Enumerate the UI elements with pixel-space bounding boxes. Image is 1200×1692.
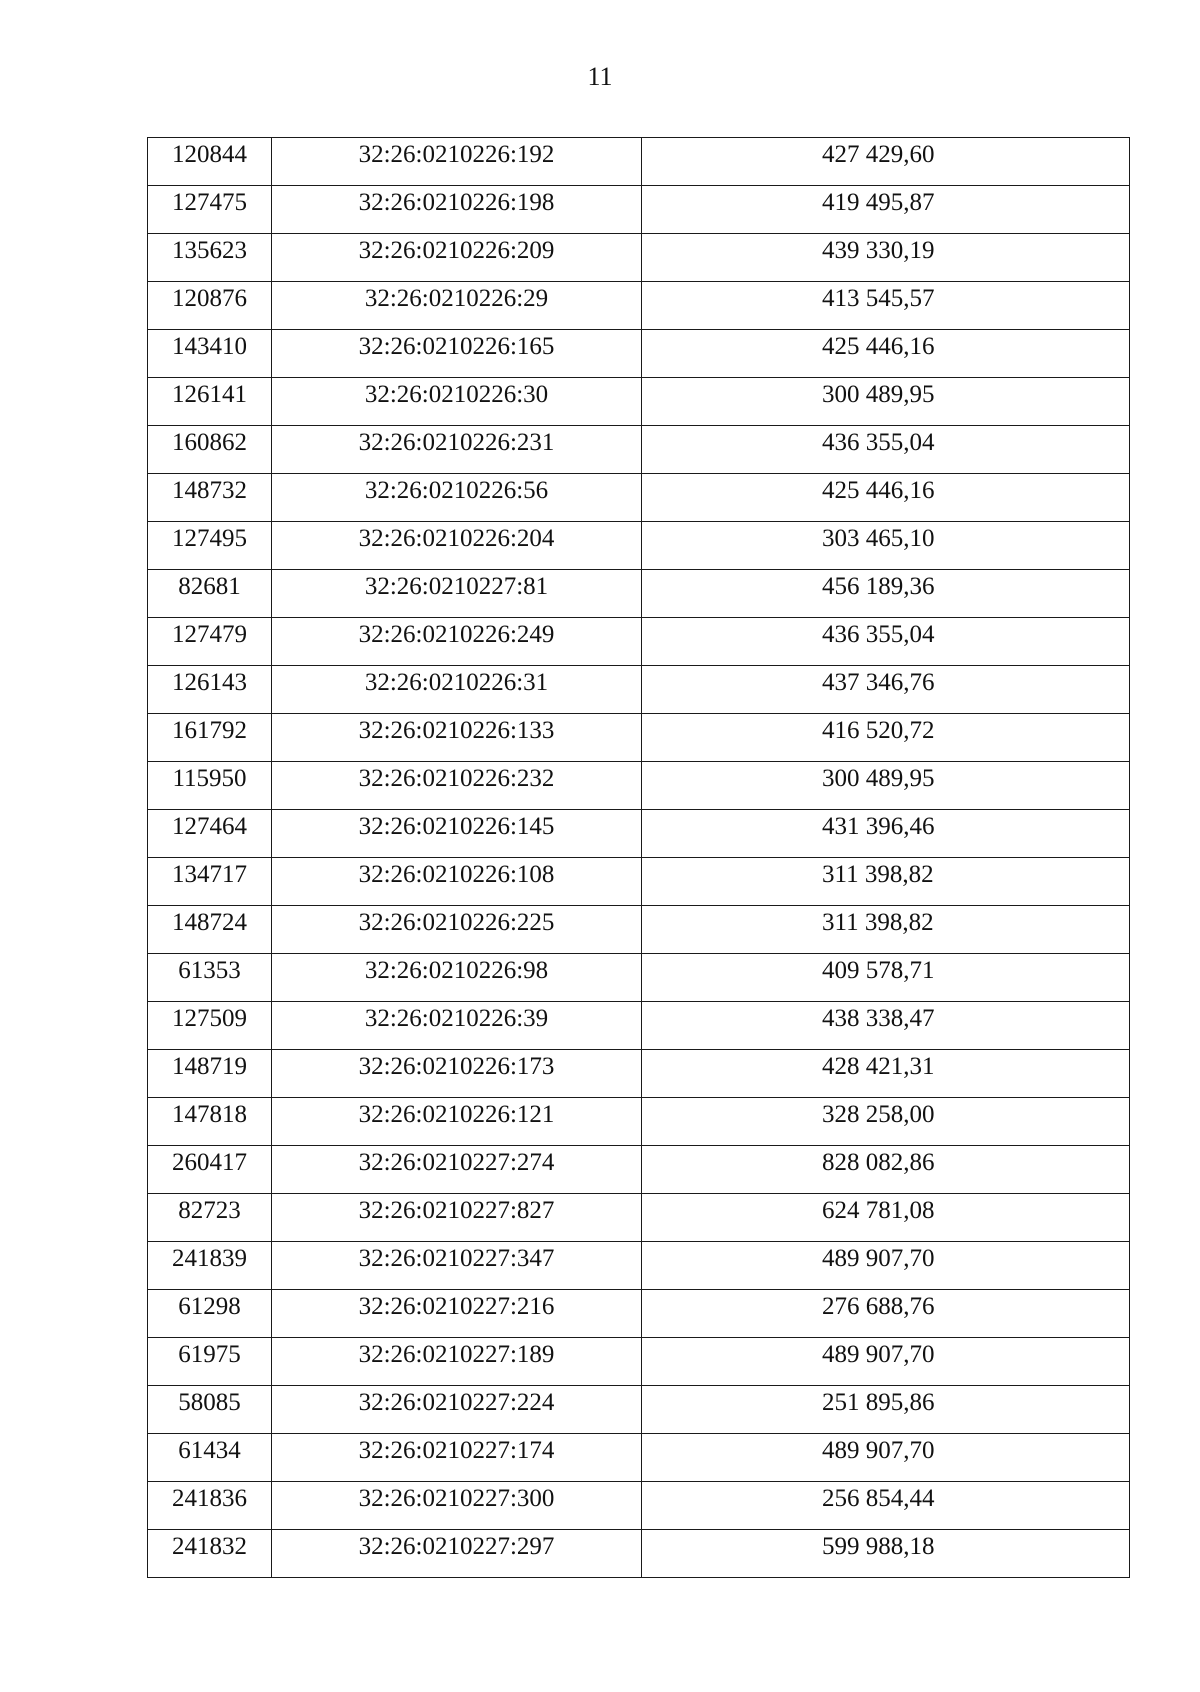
amount-cell-text: 311 398,82 xyxy=(822,909,934,936)
amount-cell-text: 256 854,44 xyxy=(822,1485,935,1512)
id-cell xyxy=(148,1386,272,1434)
cadastral-number-cell xyxy=(272,954,642,1002)
cadastral-number-cell xyxy=(272,234,642,282)
id-cell-text: 148732 xyxy=(172,477,247,504)
id-cell-text: 126143 xyxy=(172,669,247,696)
cadastral-number-cell-text: 32:26:0210226:30 xyxy=(364,381,549,408)
amount-cell-text: 599 988,18 xyxy=(822,1533,935,1560)
amount-cell xyxy=(642,1194,1130,1242)
amount-cell-text: 300 489,95 xyxy=(822,765,935,792)
amount-cell xyxy=(642,858,1130,906)
id-cell xyxy=(148,186,272,234)
id-cell xyxy=(148,1002,272,1050)
amount-cell xyxy=(642,618,1130,666)
cadastral-number-cell-text: 32:26:0210226:249 xyxy=(358,621,555,648)
amount-cell-text: 419 495,87 xyxy=(822,189,935,216)
cadastral-number-cell-text: 32:26:0210226:121 xyxy=(358,1101,555,1128)
id-cell-text: 127475 xyxy=(172,189,247,216)
amount-cell-text: 436 355,04 xyxy=(822,429,935,456)
cadastral-number-cell xyxy=(272,618,642,666)
cadastral-number-cell xyxy=(272,378,642,426)
cadastral-number-cell-text: 32:26:0210227:216 xyxy=(358,1293,555,1320)
amount-cell xyxy=(642,474,1130,522)
table-row xyxy=(148,954,1130,1002)
amount-cell-text: 328 258,00 xyxy=(822,1101,935,1128)
table-row xyxy=(148,426,1130,474)
table-row xyxy=(148,330,1130,378)
id-cell-text: 161792 xyxy=(172,717,247,744)
amount-cell xyxy=(642,522,1130,570)
id-cell-text: 160862 xyxy=(172,429,247,456)
table-row xyxy=(148,666,1130,714)
cadastral-number-cell xyxy=(272,762,642,810)
cadastral-number-cell-text: 32:26:0210226:39 xyxy=(364,1005,549,1032)
cadastral-number-cell-text: 32:26:0210226:209 xyxy=(358,237,555,264)
cadastral-number-cell-text: 32:26:0210226:98 xyxy=(364,957,549,984)
cadastral-number-cell xyxy=(272,426,642,474)
id-cell-text: 82723 xyxy=(178,1197,241,1224)
amount-cell xyxy=(642,378,1130,426)
amount-cell-text: 303 465,10 xyxy=(822,525,935,552)
cadastral-number-cell xyxy=(272,906,642,954)
amount-cell-text: 425 446,16 xyxy=(822,333,935,360)
amount-cell-text: 438 338,47 xyxy=(822,1005,935,1032)
id-cell-text: 148719 xyxy=(172,1053,247,1080)
id-cell-text: 134717 xyxy=(172,861,247,888)
id-cell-text: 135623 xyxy=(172,237,247,264)
cadastral-number-cell xyxy=(272,1530,642,1578)
id-cell xyxy=(148,426,272,474)
cadastral-number-cell-text: 32:26:0210227:174 xyxy=(358,1437,555,1464)
table-row xyxy=(148,714,1130,762)
id-cell xyxy=(148,1338,272,1386)
id-cell xyxy=(148,714,272,762)
table-row xyxy=(148,522,1130,570)
amount-cell xyxy=(642,138,1130,186)
cadastral-number-cell-text: 32:26:0210226:198 xyxy=(358,189,555,216)
id-cell-text: 260417 xyxy=(172,1149,247,1176)
table-row xyxy=(148,1194,1130,1242)
id-cell xyxy=(148,474,272,522)
cadastral-number-cell-text: 32:26:0210226:232 xyxy=(358,765,555,792)
cadastral-number-cell xyxy=(272,186,642,234)
table-body xyxy=(148,138,1130,1578)
id-cell-text: 241839 xyxy=(172,1245,247,1272)
id-cell xyxy=(148,810,272,858)
amount-cell xyxy=(642,1338,1130,1386)
id-cell-text: 127464 xyxy=(172,813,247,840)
cadastral-number-cell-text: 32:26:0210226:29 xyxy=(364,285,549,312)
id-cell-text: 82681 xyxy=(178,573,241,600)
amount-cell-text: 456 189,36 xyxy=(822,573,935,600)
amount-cell xyxy=(642,810,1130,858)
cadastral-number-cell xyxy=(272,330,642,378)
id-cell xyxy=(148,954,272,1002)
table-row xyxy=(148,1146,1130,1194)
id-cell xyxy=(148,1098,272,1146)
table-row xyxy=(148,1482,1130,1530)
cadastral-number-cell-text: 32:26:0210227:347 xyxy=(358,1245,555,1272)
amount-cell xyxy=(642,1386,1130,1434)
table-row xyxy=(148,1386,1130,1434)
amount-cell-text: 428 421,31 xyxy=(822,1053,935,1080)
cadastral-number-cell xyxy=(272,474,642,522)
id-cell-text: 143410 xyxy=(172,333,247,360)
table-row xyxy=(148,1242,1130,1290)
id-cell xyxy=(148,1290,272,1338)
table-row xyxy=(148,1338,1130,1386)
cadastral-number-cell-text: 32:26:0210227:81 xyxy=(364,573,549,600)
amount-cell-text: 251 895,86 xyxy=(822,1389,935,1416)
amount-cell xyxy=(642,1146,1130,1194)
cadastral-number-cell-text: 32:26:0210226:192 xyxy=(358,141,555,168)
id-cell-text: 120876 xyxy=(172,285,247,312)
amount-cell xyxy=(642,1530,1130,1578)
table-row xyxy=(148,1290,1130,1338)
amount-cell-text: 311 398,82 xyxy=(822,861,934,888)
page-number: 11 xyxy=(587,62,613,91)
id-cell xyxy=(148,138,272,186)
id-cell-text: 61434 xyxy=(178,1437,241,1464)
amount-cell-text: 489 907,70 xyxy=(822,1437,935,1464)
id-cell-text: 126141 xyxy=(172,381,247,408)
cadastral-number-cell-text: 32:26:0210226:225 xyxy=(358,909,555,936)
cadastral-number-cell xyxy=(272,1290,642,1338)
amount-cell xyxy=(642,186,1130,234)
id-cell xyxy=(148,330,272,378)
table-row xyxy=(148,474,1130,522)
table-row xyxy=(148,234,1130,282)
id-cell xyxy=(148,1050,272,1098)
id-cell xyxy=(148,1530,272,1578)
id-cell-text: 120844 xyxy=(172,141,247,168)
id-cell-text: 147818 xyxy=(172,1101,247,1128)
amount-cell-text: 437 346,76 xyxy=(822,669,935,696)
cadastral-number-cell xyxy=(272,522,642,570)
id-cell-text: 58085 xyxy=(178,1389,241,1416)
id-cell xyxy=(148,858,272,906)
amount-cell-text: 300 489,95 xyxy=(822,381,935,408)
cadastral-number-cell xyxy=(272,1434,642,1482)
amount-cell xyxy=(642,1050,1130,1098)
cadastral-number-cell-text: 32:26:0210227:224 xyxy=(358,1389,555,1416)
cadastral-number-cell-text: 32:26:0210226:108 xyxy=(358,861,555,888)
id-cell-text: 127495 xyxy=(172,525,247,552)
table-row xyxy=(148,618,1130,666)
amount-cell xyxy=(642,426,1130,474)
cadastral-number-cell xyxy=(272,282,642,330)
cadastral-number-cell xyxy=(272,138,642,186)
table-row xyxy=(148,186,1130,234)
amount-cell xyxy=(642,570,1130,618)
table-row xyxy=(148,1098,1130,1146)
amount-cell xyxy=(642,1434,1130,1482)
amount-cell xyxy=(642,762,1130,810)
amount-cell-text: 409 578,71 xyxy=(822,957,935,984)
data-table-container xyxy=(147,137,1129,1578)
id-cell-text: 241836 xyxy=(172,1485,247,1512)
amount-cell-text: 828 082,86 xyxy=(822,1149,935,1176)
amount-cell-text: 413 545,57 xyxy=(822,285,935,312)
amount-cell-text: 416 520,72 xyxy=(822,717,935,744)
id-cell-text: 115950 xyxy=(172,765,247,792)
cadastral-number-cell xyxy=(272,1338,642,1386)
cadastral-number-cell-text: 32:26:0210226:31 xyxy=(364,669,549,696)
cadastral-number-cell xyxy=(272,714,642,762)
amount-cell xyxy=(642,330,1130,378)
table-row xyxy=(148,762,1130,810)
table-row xyxy=(148,282,1130,330)
id-cell xyxy=(148,906,272,954)
amount-cell xyxy=(642,906,1130,954)
id-cell xyxy=(148,666,272,714)
table-row xyxy=(148,1530,1130,1578)
cadastral-number-cell-text: 32:26:0210226:133 xyxy=(358,717,555,744)
amount-cell xyxy=(642,666,1130,714)
table-row xyxy=(148,138,1130,186)
cadastral-number-cell xyxy=(272,1386,642,1434)
id-cell xyxy=(148,1482,272,1530)
table-row xyxy=(148,858,1130,906)
id-cell-text: 241832 xyxy=(172,1533,247,1560)
amount-cell xyxy=(642,234,1130,282)
id-cell xyxy=(148,378,272,426)
id-cell xyxy=(148,522,272,570)
amount-cell xyxy=(642,1290,1130,1338)
cadastral-number-cell-text: 32:26:0210227:189 xyxy=(358,1341,555,1368)
amount-cell-text: 439 330,19 xyxy=(822,237,935,264)
id-cell-text: 127479 xyxy=(172,621,247,648)
cadastral-number-cell-text: 32:26:0210227:300 xyxy=(358,1485,555,1512)
id-cell xyxy=(148,1194,272,1242)
amount-cell-text: 436 355,04 xyxy=(822,621,935,648)
cadastral-number-cell xyxy=(272,1098,642,1146)
id-cell-text: 61298 xyxy=(178,1293,241,1320)
id-cell xyxy=(148,1242,272,1290)
cadastral-number-cell xyxy=(272,1002,642,1050)
amount-cell xyxy=(642,1098,1130,1146)
cadastral-number-cell-text: 32:26:0210226:173 xyxy=(358,1053,555,1080)
table-row xyxy=(148,570,1130,618)
amount-cell xyxy=(642,1242,1130,1290)
id-cell-text: 61975 xyxy=(178,1341,241,1368)
cadastral-number-cell xyxy=(272,1146,642,1194)
id-cell xyxy=(148,762,272,810)
amount-cell-text: 425 446,16 xyxy=(822,477,935,504)
table-row xyxy=(148,378,1130,426)
cadastral-number-cell xyxy=(272,1482,642,1530)
cadastral-number-cell-text: 32:26:0210227:827 xyxy=(358,1197,555,1224)
amount-cell-text: 489 907,70 xyxy=(822,1245,935,1272)
amount-cell-text: 489 907,70 xyxy=(822,1341,935,1368)
amount-cell xyxy=(642,282,1130,330)
amount-cell xyxy=(642,1482,1130,1530)
table-row xyxy=(148,906,1130,954)
cadastral-number-cell-text: 32:26:0210226:204 xyxy=(358,525,555,552)
cadastral-number-cell xyxy=(272,1242,642,1290)
id-cell xyxy=(148,1434,272,1482)
cadastral-number-cell xyxy=(272,570,642,618)
id-cell xyxy=(148,282,272,330)
amount-cell xyxy=(642,1002,1130,1050)
id-cell xyxy=(148,1146,272,1194)
cadastral-number-cell-text: 32:26:0210226:231 xyxy=(358,429,555,456)
cadastral-number-cell-text: 32:26:0210226:145 xyxy=(358,813,555,840)
id-cell xyxy=(148,618,272,666)
table-row xyxy=(148,1434,1130,1482)
id-cell xyxy=(148,234,272,282)
id-cell-text: 61353 xyxy=(178,957,241,984)
id-cell-text: 127509 xyxy=(172,1005,247,1032)
cadastral-number-cell-text: 32:26:0210226:165 xyxy=(358,333,555,360)
id-cell-text: 148724 xyxy=(172,909,247,936)
amount-cell-text: 427 429,60 xyxy=(822,141,935,168)
amount-cell xyxy=(642,954,1130,1002)
table-row xyxy=(148,810,1130,858)
amount-cell-text: 624 781,08 xyxy=(822,1197,935,1224)
cadastral-number-cell xyxy=(272,666,642,714)
cadastral-number-cell-text: 32:26:0210226:56 xyxy=(364,477,549,504)
cadastral-number-cell-text: 32:26:0210227:274 xyxy=(358,1149,555,1176)
data-table xyxy=(147,137,1130,1578)
cadastral-number-cell xyxy=(272,1194,642,1242)
amount-cell-text: 276 688,76 xyxy=(822,1293,935,1320)
cadastral-number-cell-text: 32:26:0210227:297 xyxy=(358,1533,555,1560)
table-row xyxy=(148,1050,1130,1098)
table-row xyxy=(148,1002,1130,1050)
amount-cell xyxy=(642,714,1130,762)
cadastral-number-cell xyxy=(272,1050,642,1098)
cadastral-number-cell xyxy=(272,810,642,858)
amount-cell-text: 431 396,46 xyxy=(822,813,935,840)
id-cell xyxy=(148,570,272,618)
cadastral-number-cell xyxy=(272,858,642,906)
